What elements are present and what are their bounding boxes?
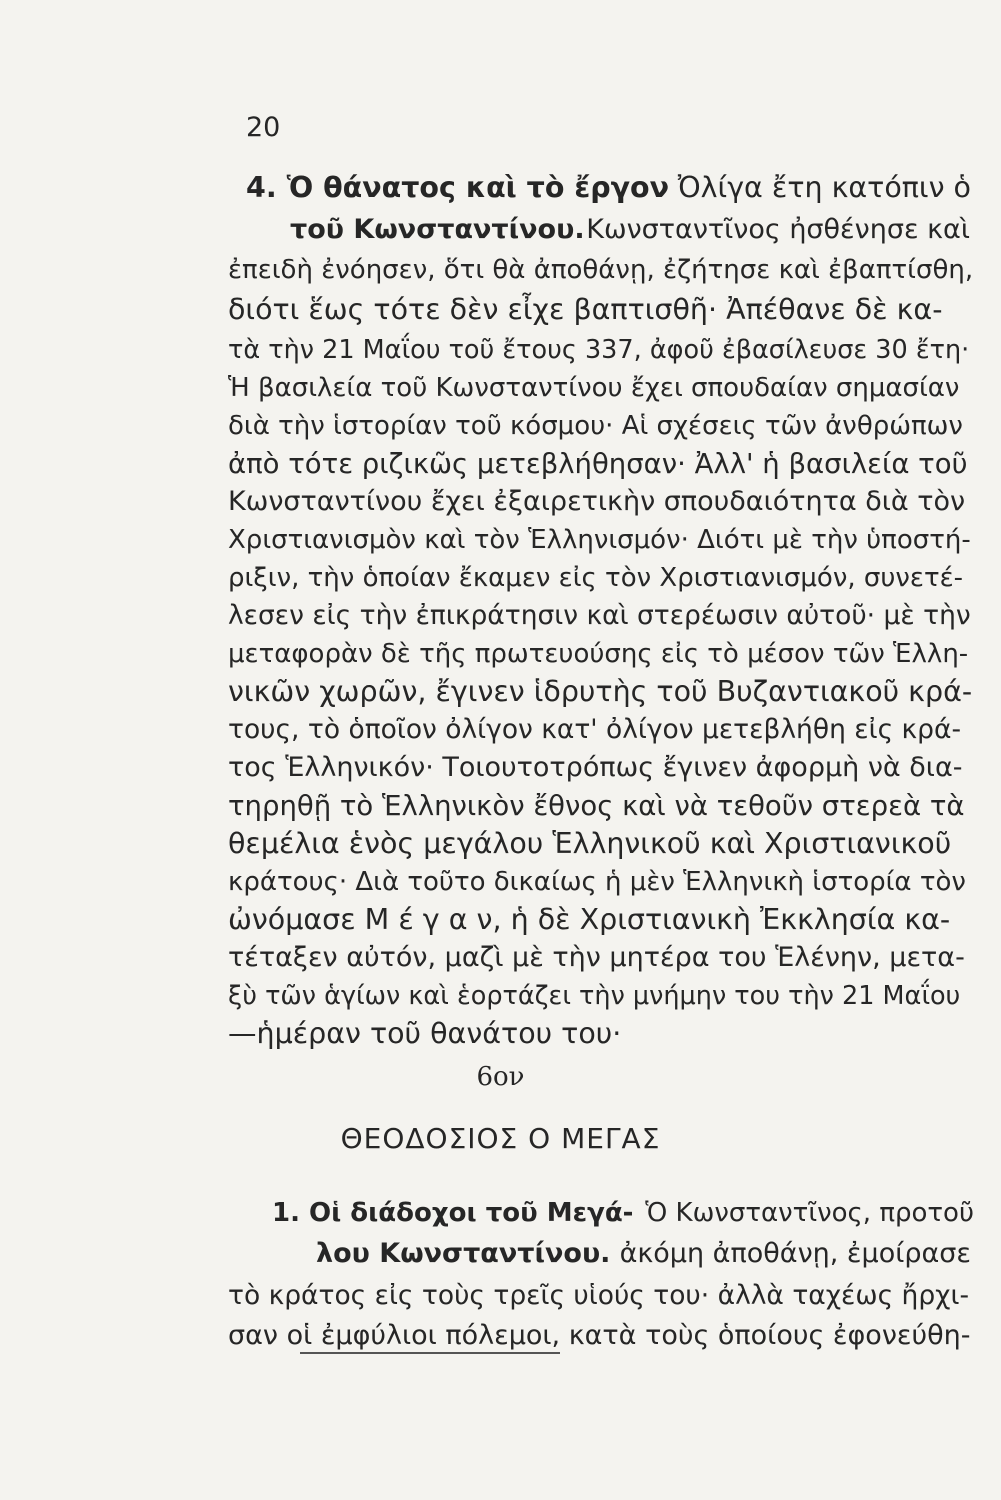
text-line: Ὁ Κωνσταντῖνος, προτοῦ bbox=[645, 1198, 974, 1228]
handwritten-mark: 6ον bbox=[476, 1062, 525, 1092]
text-line: τος Ἑλληνικόν· Τοιουτοτρόπως ἔγινεν ἀφορμὴ νὰ δια- bbox=[228, 752, 963, 783]
text-line: Κωνσταντίνου ἔχει ἐξαιρετικὴν σπουδαιότητα διὰ τὸν bbox=[228, 486, 966, 517]
text-line: Ἡ βασιλεία τοῦ Κωνσταντίνου ἔχει σπουδαίαν σημασίαν bbox=[228, 373, 960, 403]
text-line: σαν οἱ ἐμφύλιοι πόλεμοι, κατὰ τοὺς ὁποίους ἐφονεύθη- bbox=[228, 1320, 971, 1351]
text-line: ριξιν, τὴν ὁποίαν ἔκαμεν εἰς τὸν Χριστιανισμόν, συνετέ- bbox=[228, 563, 964, 593]
section4-heading-line1: 4. Ὁ θάνατος καὶ τὸ ἔργον bbox=[246, 171, 670, 204]
text-line: Κωνσταντῖνος ἠσθένησε καὶ bbox=[586, 214, 970, 245]
text-line: διὰ τὴν ἱστορίαν τοῦ κόσμου· Αἱ σχέσεις τῶν ἀνθρώπων bbox=[228, 411, 963, 441]
text-line: Χριστιανισμὸν καὶ τὸν Ἑλληνισμόν· Διότι μὲ τὴν ὑποστή- bbox=[228, 525, 971, 555]
page-number: 20 bbox=[246, 112, 281, 143]
text-line: τηρηθῇ τὸ Ἑλληνικὸν ἔθνος καὶ νὰ τεθοῦν στερεὰ τὰ bbox=[228, 790, 965, 822]
text-line: τὰ τὴν 21 Μαΐου τοῦ ἔτους 337, ἀφοῦ ἐβασίλευσε 30 ἔτη· bbox=[228, 335, 970, 365]
section1-heading-line1: 1. Οἱ διάδοχοι τοῦ Μεγά- bbox=[272, 1198, 634, 1228]
text-line: κράτους· Διὰ τοῦτο δικαίως ἡ μὲν Ἑλληνικὴ ἱστορία τὸν bbox=[228, 867, 966, 897]
chapter-title: ΘΕΟΔΟΣΙΟΣ Ο ΜΕΓΑΣ bbox=[340, 1122, 661, 1155]
section1-heading-line2: λου Κωνσταντίνου. bbox=[316, 1238, 611, 1269]
text-line: διότι ἕως τότε δὲν εἶχε βαπτισθῆ· Ἀπέθανε δὲ κα- bbox=[228, 293, 943, 326]
text-line: Ὀλίγα ἔτη κατόπιν ὁ bbox=[677, 171, 971, 204]
text-line: τους, τὸ ὁποῖον ὀλίγον κατ' ὀλίγον μετεβλήθη εἰς κρά- bbox=[228, 714, 962, 745]
section4-heading-row-2 bbox=[290, 212, 970, 248]
section4-heading-row bbox=[246, 170, 971, 206]
text-line: ὠνόμασε Μ έ γ α ν, ἡ δὲ Χριστιανικὴ Ἐκκλησία κα- bbox=[228, 903, 951, 936]
section4-heading-line2: τοῦ Κωνσταντίνου. bbox=[290, 214, 585, 245]
text-line: ἀπὸ τότε ριζικῶς μετεβλήθησαν· Ἀλλ' ἡ βασιλεία τοῦ bbox=[228, 448, 968, 480]
text-line: νικῶν χωρῶν, ἔγινεν ἱδρυτὴς τοῦ Βυζαντιακοῦ κρά- bbox=[228, 675, 973, 708]
text-line: λεσεν εἰς τὴν ἐπικράτησιν καὶ στερέωσιν αὐτοῦ· μὲ τὴν bbox=[228, 600, 971, 631]
section1-heading-row-2 bbox=[316, 1236, 971, 1272]
text-line: ξὺ τῶν ἁγίων καὶ ἑορτάζει τὴν μνήμην του τὴν 21 Μαΐου bbox=[228, 981, 961, 1011]
text-line: ἐπειδὴ ἐνόησεν, ὅτι θὰ ἀποθάνῃ, ἐζήτησε καὶ ἐβαπτίσθη, bbox=[228, 255, 974, 285]
text-line: θεμέλια ἑνὸς μεγάλου Ἑλληνικοῦ καὶ Χριστιανικοῦ bbox=[228, 827, 952, 860]
text-line: τέταξεν αὐτόν, μαζὶ μὲ τὴν μητέρα του Ἑλένην, μετα- bbox=[228, 942, 965, 973]
section1-heading-row bbox=[272, 1195, 974, 1231]
text-line: μεταφορὰν δὲ τῆς πρωτευούσης εἰς τὸ μέσον τῶν Ἑλλη- bbox=[228, 639, 969, 669]
text-line: —ἡμέραν τοῦ θανάτου του· bbox=[228, 1017, 622, 1050]
text-line: τὸ κράτος εἰς τοὺς τρεῖς υἱούς του· ἀλλὰ ταχέως ἤρχι- bbox=[228, 1280, 970, 1311]
pencil-underline bbox=[300, 1352, 560, 1354]
text-line: ἀκόμη ἀποθάνῃ, ἐμοίρασε bbox=[619, 1238, 971, 1269]
